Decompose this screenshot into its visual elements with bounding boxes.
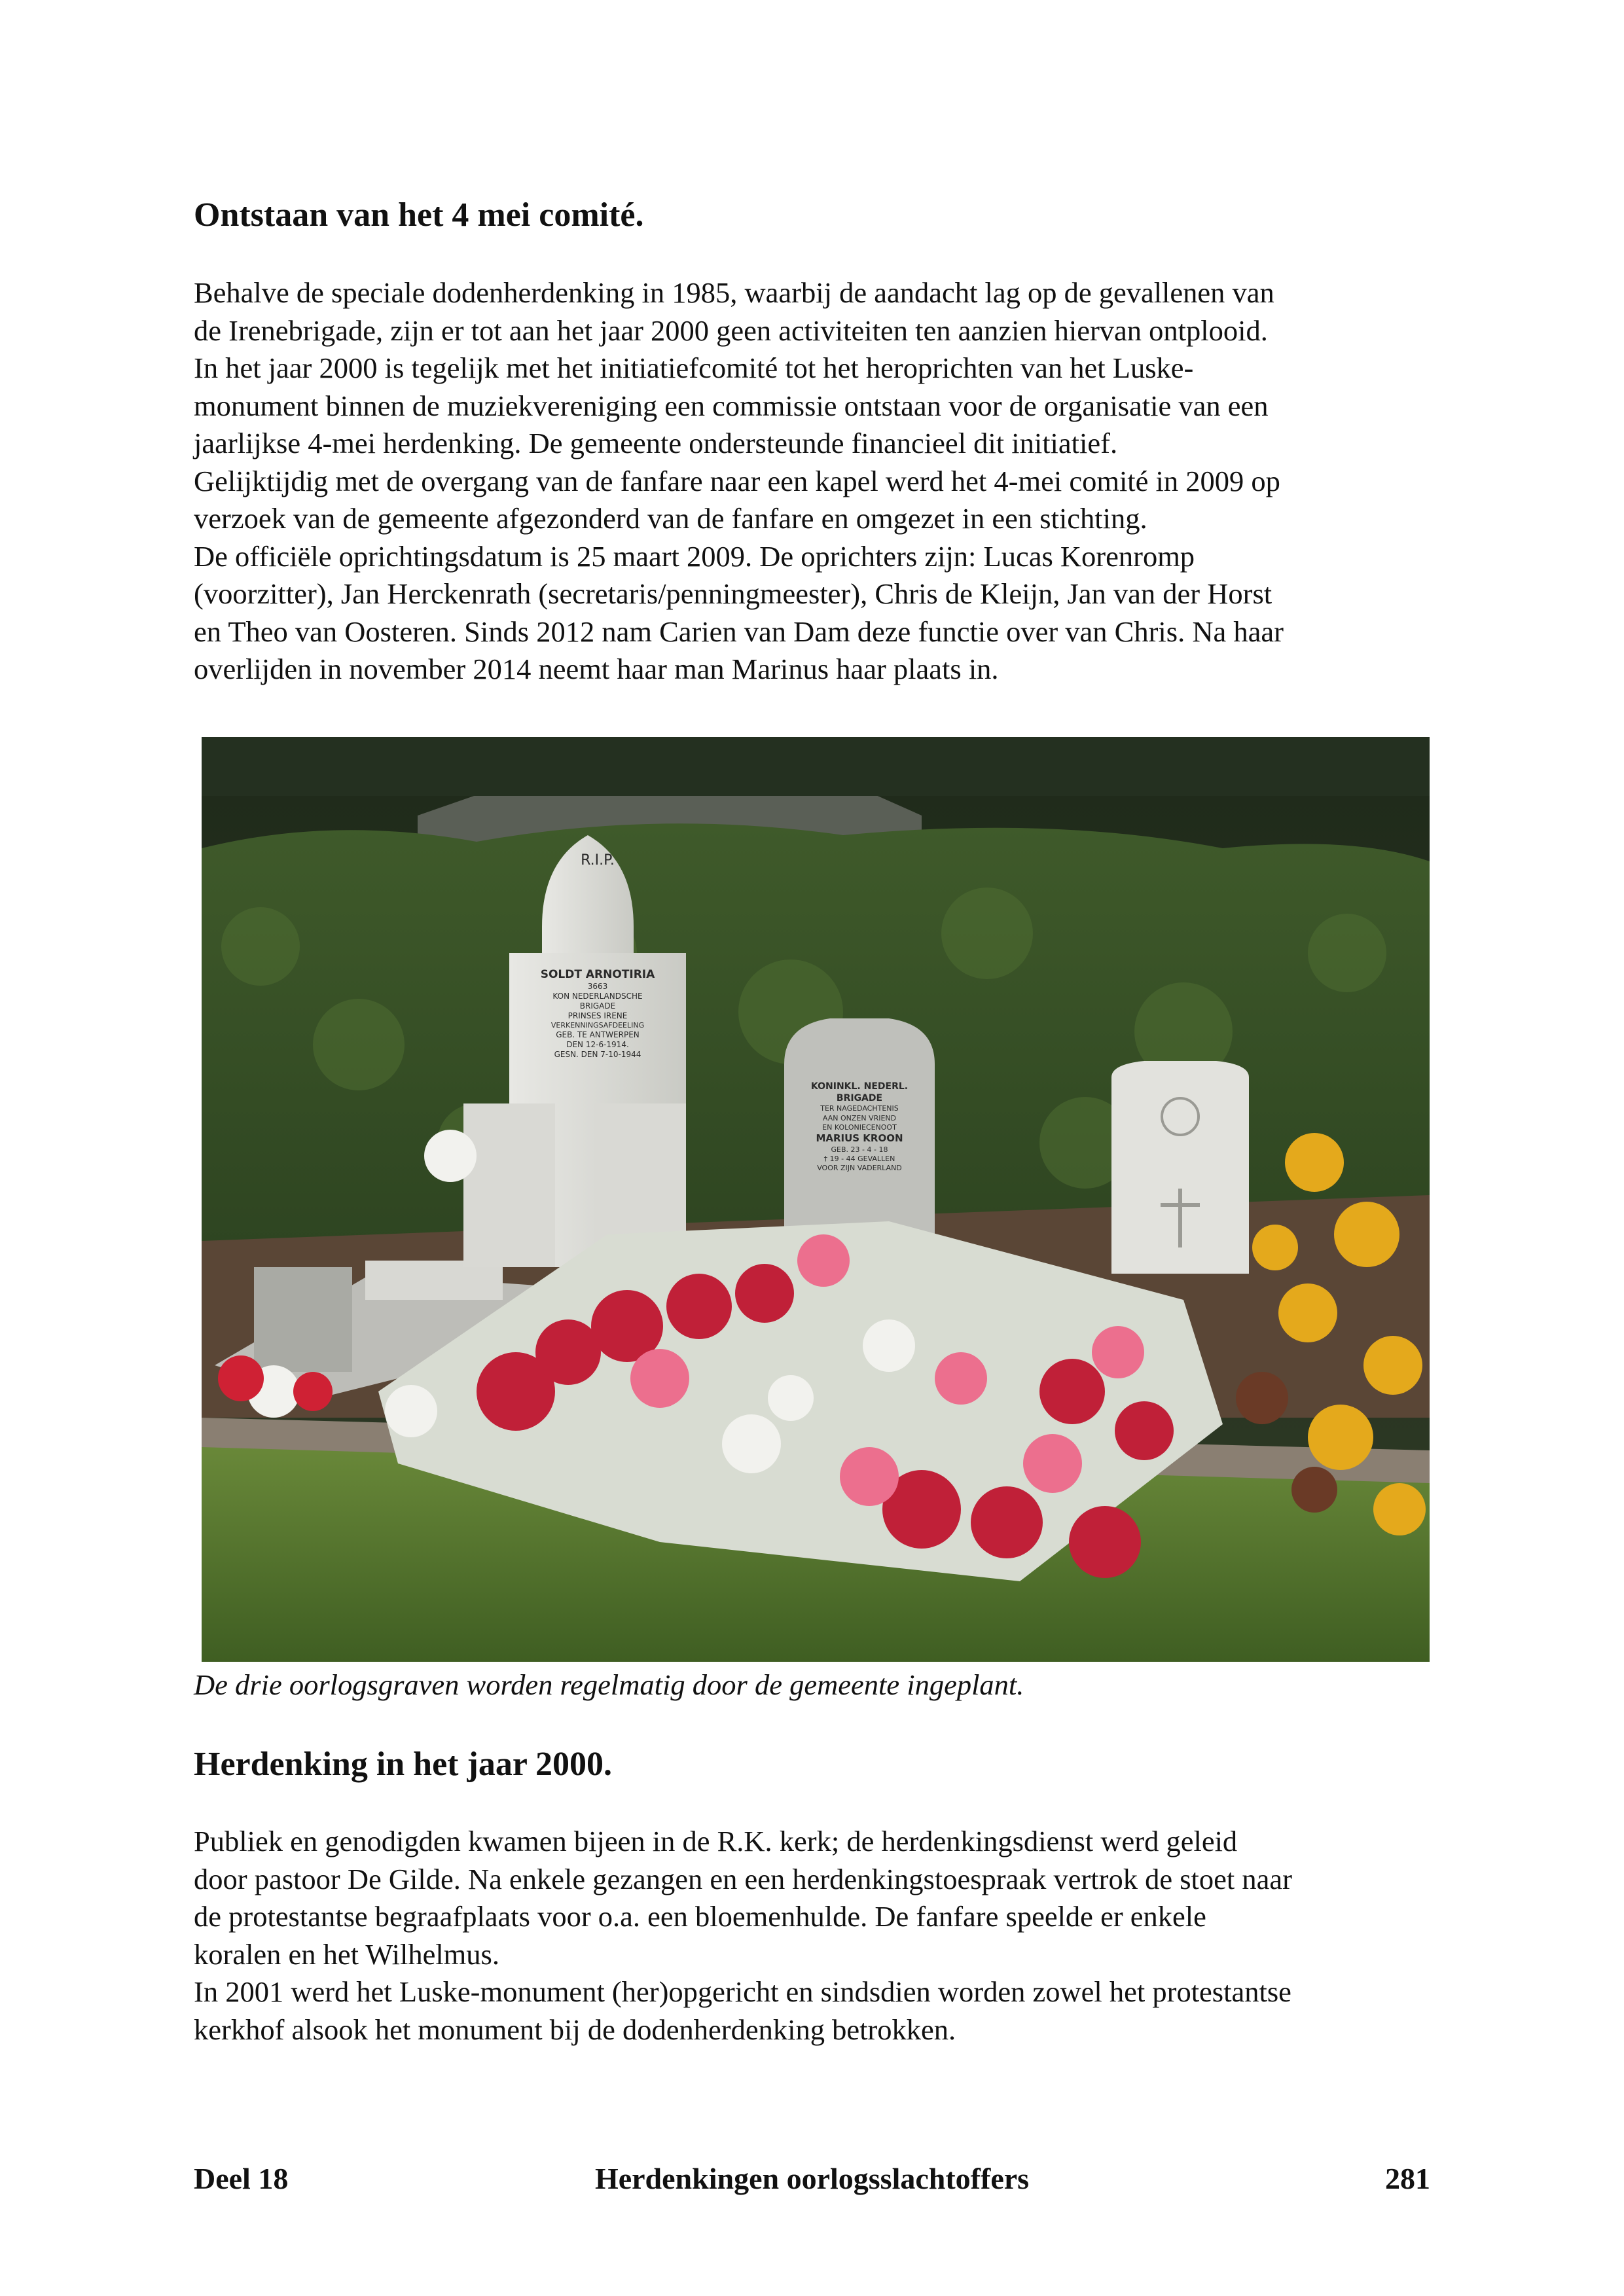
text-line: en Theo van Oosteren. Sinds 2012 nam Carien van Dam deze functie over van Chris. Na haar bbox=[194, 615, 1284, 648]
footer-title: Herdenkingen oorlogsslachtoffers bbox=[594, 2162, 1030, 2195]
grave-middle-inscription bbox=[784, 1081, 935, 1174]
war-graves-photo bbox=[202, 737, 1430, 1662]
text-line: monument binnen de muziekvereniging een commissie ontstaan voor de organisatie van een bbox=[194, 389, 1269, 422]
inscription-line: 3663 bbox=[587, 981, 608, 991]
text-line: kerkhof alsook het monument bij de dodenherdenking betrokken. bbox=[194, 2013, 956, 2046]
inscription-line: DEN 12-6-1914. bbox=[566, 1039, 629, 1049]
inscription-line: EN KOLONIECENOOT bbox=[822, 1122, 897, 1132]
text-line: verzoek van de gemeente afgezonderd van de fanfare en omgezet in een stichting. bbox=[194, 502, 1147, 535]
text-line: De officiële oprichtingsdatum is 25 maart 2009. De oprichters zijn: Lucas Korenromp bbox=[194, 539, 1195, 573]
inscription-line: SOLDT ARNOTIRIA bbox=[540, 967, 655, 981]
text-line: In 2001 werd het Luske-monument (her)opgericht en sindsdien worden zowel het protestantse bbox=[194, 1975, 1291, 2008]
text-line: koralen en het Wilhelmus. bbox=[194, 1937, 499, 1971]
text-line: Gelijktijdig met de overgang van de fanfare naar een kapel werd het 4-mei comité in 2009 op bbox=[194, 464, 1280, 497]
text-line: Publiek en genodigden kwamen bijeen in de R.K. kerk; de herdenkingsdienst werd geleid bbox=[194, 1825, 1238, 1857]
text-line: jaarlijkse 4-mei herdenking. De gemeente ondersteunde financieel dit initiatief. bbox=[194, 427, 1118, 459]
text-line: door pastoor De Gilde. Na enkele gezangen en een herdenkingstoespraak vertrok de stoet naar bbox=[194, 1862, 1292, 1895]
grave-left-inscription bbox=[509, 852, 686, 1060]
section-heading-herdenking-2000: Herdenking in het jaar 2000. bbox=[194, 1746, 612, 1783]
footer-part: Deel 18 bbox=[194, 2162, 289, 2195]
inscription-line: KON NEDERLANDSCHE bbox=[552, 991, 643, 1001]
inscription-line: PRINSES IRENE bbox=[568, 1011, 628, 1020]
inscription-line: † 19 - 44 GEVALLEN bbox=[823, 1155, 895, 1164]
text-line: Behalve de speciale dodenherdenking in 1985, waarbij de aandacht lag op de gevallenen van bbox=[194, 276, 1274, 309]
paragraph-comite bbox=[194, 274, 1437, 689]
inscription-line: GEB. 23 - 4 - 18 bbox=[831, 1145, 888, 1154]
inscription-line: AAN ONZEN VRIEND bbox=[822, 1113, 897, 1122]
rip-emblem: R.I.P. bbox=[581, 852, 615, 869]
paragraph-herdenking-2000 bbox=[194, 1823, 1437, 2049]
text-line: de Irenebrigade, zijn er tot aan het jaar 2000 geen activiteiten ten aanzien hiervan ontplooid. bbox=[194, 314, 1268, 347]
section-heading-comite: Ontstaan van het 4 mei comité. bbox=[194, 196, 644, 234]
page-number: 281 bbox=[1385, 2162, 1430, 2195]
photo-caption: De drie oorlogsgraven worden regelmatig door de gemeente ingeplant. bbox=[194, 1668, 1024, 1701]
inscription-line: TER NAGEDACHTENIS bbox=[820, 1104, 899, 1113]
inscription-line: BRIGADE bbox=[579, 1001, 616, 1011]
text-line: overlijden in november 2014 neemt haar man Marinus haar plaats in. bbox=[194, 653, 999, 685]
inscription-line: GESN. DEN 7-10-1944 bbox=[554, 1049, 641, 1059]
inscription-line: GEB. TE ANTWERPEN bbox=[556, 1030, 640, 1039]
inscription-line: BRIGADE bbox=[836, 1093, 883, 1104]
inscription-line: KONINKL. NEDERL. bbox=[810, 1081, 909, 1092]
text-line: In het jaar 2000 is tegelijk met het initiatiefcomité tot het heroprichten van het Luske- bbox=[194, 351, 1194, 384]
inscription-line: VERKENNINGSAFDEELING bbox=[550, 1020, 645, 1030]
text-line: (voorzitter), Jan Herckenrath (secretaris/penningmeester), Chris de Kleijn, Jan van der Horst bbox=[194, 577, 1272, 610]
text-line: de protestantse begraafplaats voor o.a. een bloemenhulde. De fanfare speelde er enkele bbox=[194, 1900, 1206, 1933]
inscription-line: VOOR ZIJN VADERLAND bbox=[817, 1164, 902, 1173]
inscription-line: MARIUS KROON bbox=[816, 1132, 903, 1145]
